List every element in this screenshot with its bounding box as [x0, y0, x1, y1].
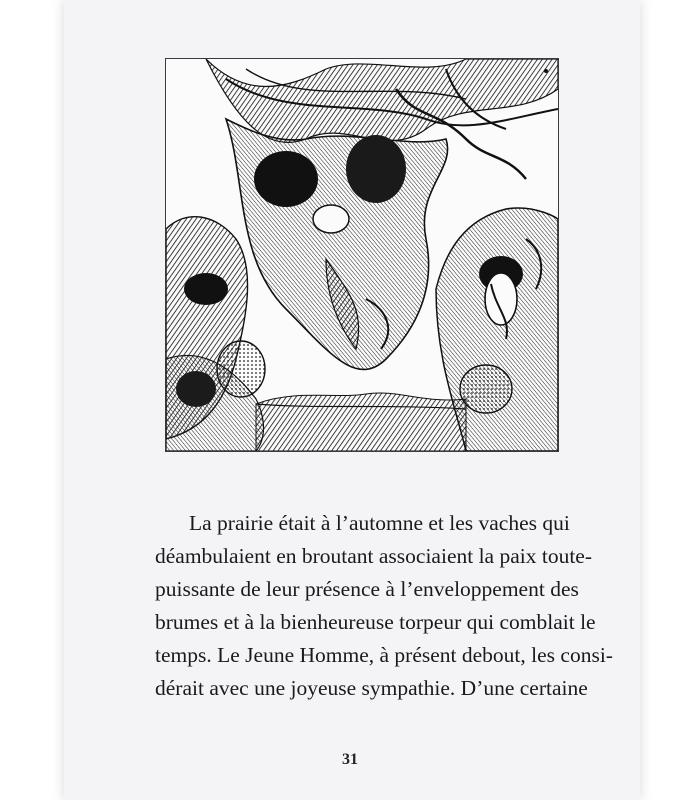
text-line: La prairie était à l’automne et les vaches qui [189, 511, 570, 535]
body-text [155, 507, 613, 705]
text-line: dérait avec une joyeuse sympathie. D’une certaine [155, 676, 588, 700]
etching-artwork [166, 59, 558, 451]
text-line: temps. Le Jeune Homme, à présent debout, les consi- [155, 643, 613, 667]
etching-illustration [165, 58, 559, 452]
text-line: déambulaient en broutant associaient la paix toute- [155, 544, 593, 568]
text-line: puissante de leur présence à l’enveloppement des [155, 577, 579, 601]
text-line: brumes et à la bienheureuse torpeur qui comblait le [155, 610, 596, 634]
page-number: 31 [342, 751, 358, 768]
